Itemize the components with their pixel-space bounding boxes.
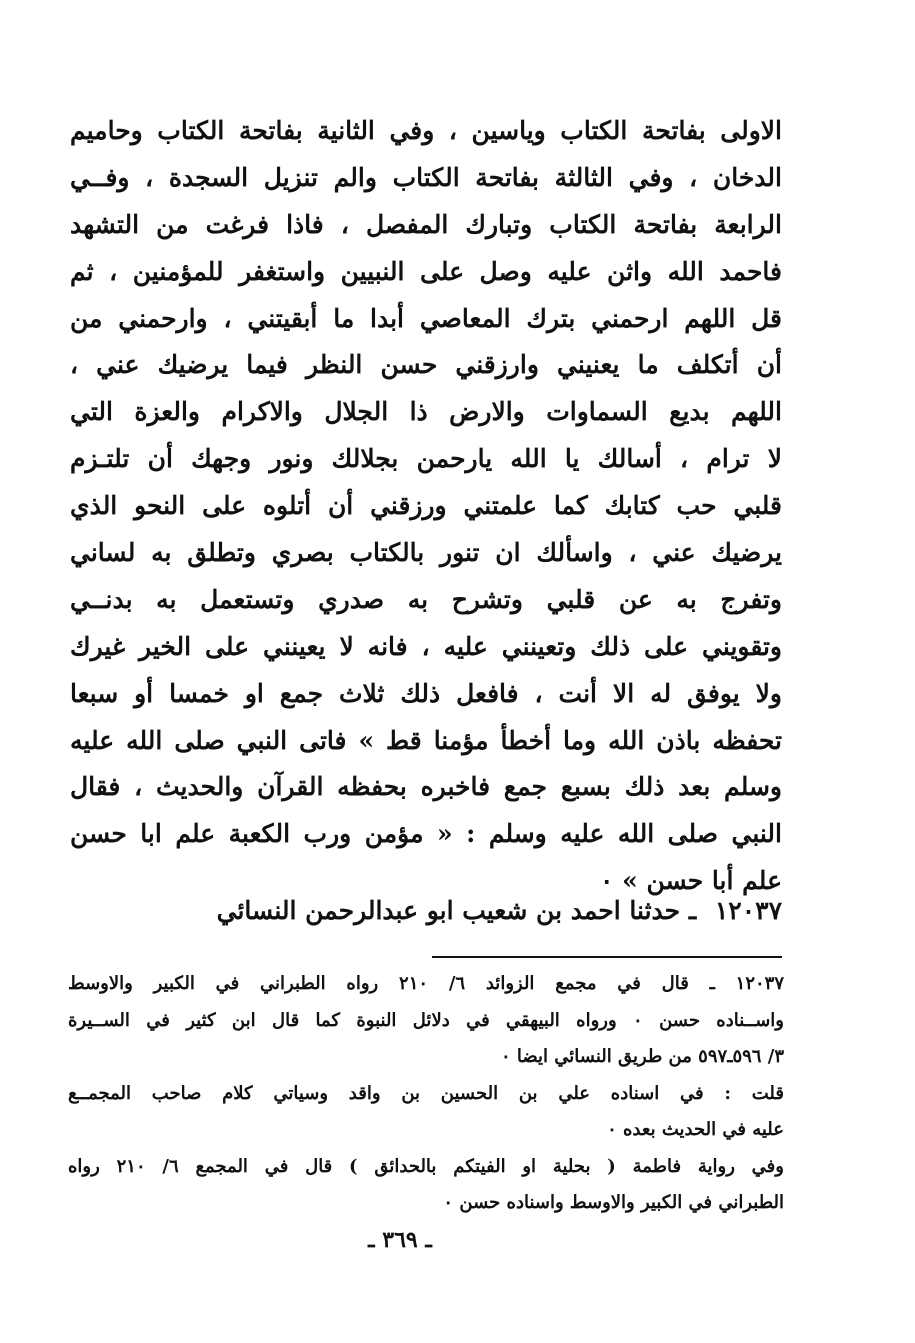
footnote-line: واســناده حسن ٠ ورواه البيهقي في دلائل النبوة كما قال ابن كثير في الســيرة bbox=[68, 1009, 784, 1031]
text-line: وتفرج به عن قلبي وتشرح به صدري وتستعمل به بدنــي bbox=[70, 584, 782, 614]
text-line: تحفظه باذن الله وما أخطأ مؤمنا قط » فاتى النبي صلى الله عليه bbox=[70, 725, 782, 755]
text-line: الاولى بفاتحة الكتاب وياسين ، وفي الثانية بفاتحة الكتاب وحاميم bbox=[70, 116, 782, 145]
text-line: علم أبا حسن » ٠ bbox=[599, 866, 782, 896]
footnote-line: وفي رواية فاطمة ( بحلية او الفيتكم بالحدائق ) قال في المجمع ٦/ ٢١٠ رواه bbox=[68, 1155, 784, 1177]
page-number: ـ ٣٦٩ ـ bbox=[368, 1227, 432, 1253]
hadith-heading bbox=[70, 888, 782, 934]
text-line: النبي صلى الله عليه وسلم : « مؤمن ورب الكعبة علم ابا حسن bbox=[70, 819, 782, 849]
text-line: الدخان ، وفي الثالثة بفاتحة الكتاب والم تنزيل السجدة ، وفــي bbox=[70, 162, 782, 192]
text-line: قلبي حب كتابك كما علمتني ورزقني أن أتلوه على النحو الذي bbox=[70, 491, 782, 521]
hadith-chain: ـ حدثنا احمد بن شعيب ابو عبدالرحمن النسائي bbox=[216, 896, 697, 925]
text-line: يرضيك عني ، واسألك ان تنور بالكتاب بصري وتطلق به لساني bbox=[70, 538, 782, 568]
text-line: فاحمد الله واثن عليه وصل على النبيين واستغفر للمؤمنين ، ثم bbox=[70, 256, 782, 286]
text-line: اللهم بديع السماوات والارض ذا الجلال والاكرام والعزة التي bbox=[70, 397, 782, 427]
text-line: أن أتكلف ما يعنيني وارزقني حسن النظر فيما يرضيك عني ، bbox=[70, 350, 782, 380]
footnote-divider bbox=[432, 956, 782, 958]
footnote-line: قلت : في اسناده علي بن الحسين بن واقد وسياتي كلام صاحب المجمــع bbox=[68, 1082, 784, 1104]
text-line: وتقويني على ذلك وتعينني عليه ، فانه لا يعينني على الخير غيرك bbox=[70, 631, 782, 661]
footnote-line: الطبراني في الكبير والاوسط واسناده حسن ٠ bbox=[443, 1192, 784, 1213]
text-line: لا ترام ، أسالك يا الله يارحمن بجلالك ونور وجهك أن تلتـزم bbox=[70, 444, 782, 474]
footnote-line: ٣/ ٥٩٦ـ٥٩٧ من طريق النسائي ايضا ٠ bbox=[500, 1046, 784, 1067]
text-line: ولا يوفق له الا أنت ، فافعل ذلك ثلاث جمع او خمسا أو سبعا bbox=[70, 678, 782, 708]
main-text bbox=[70, 108, 782, 905]
hadith-number: ١٢٠٣٧ bbox=[714, 896, 782, 925]
text-line: الرابعة بفاتحة الكتاب وتبارك المفصل ، فاذا فرغت من التشهد bbox=[70, 209, 782, 239]
text-line: وسلم بعد ذلك بسبع جمع فاخبره بحفظه القرآن والحديث ، فقال bbox=[70, 772, 782, 802]
text-line: قل اللهم ارحمني بترك المعاصي أبدا ما أبقيتني ، وارحمني من bbox=[70, 303, 782, 333]
footnote-line: عليه في الحديث بعده ٠ bbox=[607, 1119, 784, 1140]
footnote-line: ١٢٠٣٧ ـ قال في مجمع الزوائد ٦/ ٢١٠ رواه الطبراني في الكبير والاوسط bbox=[68, 973, 784, 994]
footnotes bbox=[68, 966, 784, 1222]
